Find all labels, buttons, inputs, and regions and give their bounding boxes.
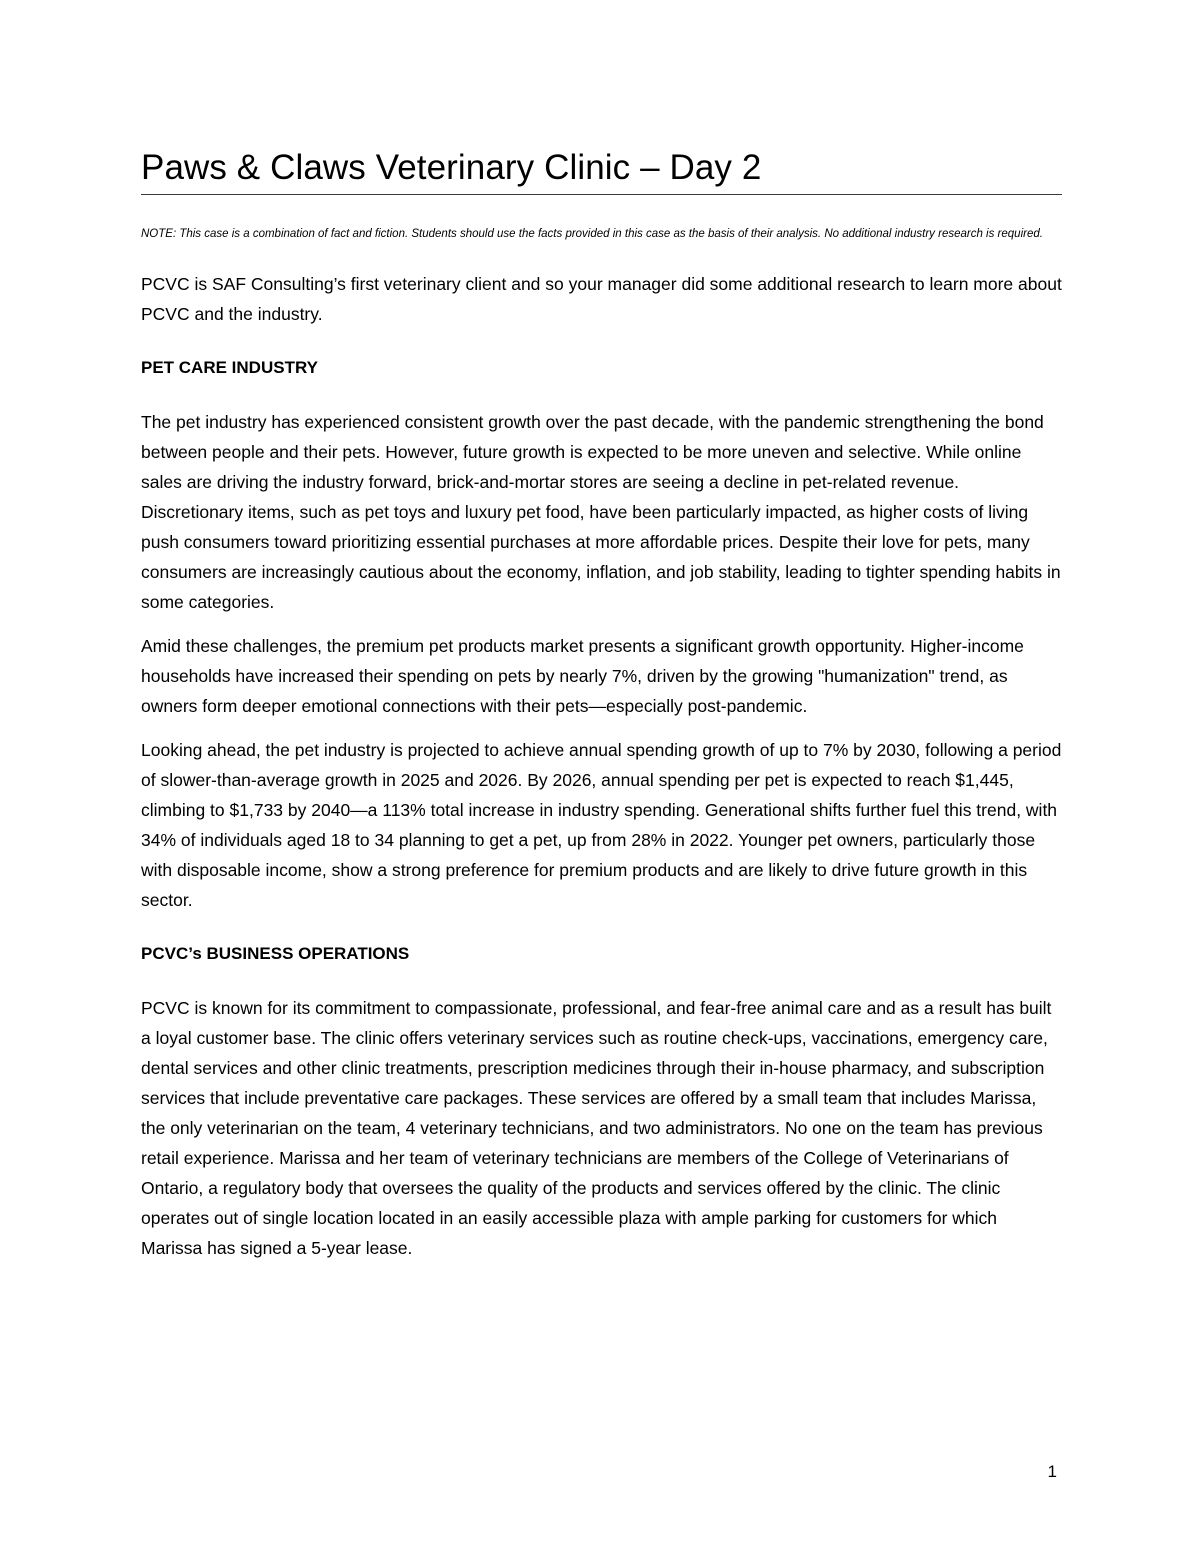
document-body xyxy=(141,146,1062,1263)
section-heading: PCVC’s BUSINESS OPERATIONS xyxy=(141,944,410,963)
case-note: NOTE: This case is a combination of fact and fiction. Students should use the facts provided in this case as the basis of their analysis. No additional industry research is required. xyxy=(141,228,1043,240)
intro-paragraph: PCVC is SAF Consulting’s first veterinary client and so your manager did some additional research to learn more about PCVC and the industry. xyxy=(141,274,1062,324)
paragraph: PCVC is known for its commitment to compassionate, professional, and fear-free animal care and as a result has built a loyal customer base. The clinic offers veterinary services such as routine check-ups, vaccinations, emergency care, dental services and other clinic treatments, prescription medicines through their in-house pharmacy, and subscription services that include preventative care packages. These services are offered by a small team that includes Marissa, the only veterinarian on the team, 4 veterinary technicians, and two administrators. No one on the team has previous retail experience. Marissa and her team of veterinary technicians are members of the College of Veterinarians of Ontario, a regulatory body that oversees the quality of the products and services offered by the clinic. The clinic operates out of single location located in an easily accessible plaza with ample parking for customers for which Marissa has signed a 5-year lease. xyxy=(141,998,1052,1258)
paragraph: Looking ahead, the pet industry is projected to achieve annual spending growth of up to 7% by 2030, following a period of slower-than-average growth in 2025 and 2026. By 2026, annual spending per pet is expected to reach $1,445, climbing to $1,733 by 2040—a 113% total increase in industry spending. Generational shifts further fuel this trend, with 34% of individuals aged 18 to 34 planning to get a pet, up from 28% in 2022. Younger pet owners, particularly those with disposable income, show a strong preference for premium products and are likely to drive future growth in this sector. xyxy=(141,740,1062,910)
document-title: Paws & Claws Veterinary Clinic – Day 2 xyxy=(141,146,1062,195)
paragraph: The pet industry has experienced consistent growth over the past decade, with the pandemic strengthening the bond between people and their pets. However, future growth is expected to be more uneven and selective. While online sales are driving the industry forward, brick-and-mortar stores are seeing a decline in pet-related revenue. Discretionary items, such as pet toys and luxury pet food, have been particularly impacted, as higher costs of living push consumers toward prioritizing essential purchases at more affordable prices. Despite their love for pets, many consumers are increasingly cautious about the economy, inflation, and job stability, leading to tighter spending habits in some categories. xyxy=(141,412,1061,612)
section-heading: PET CARE INDUSTRY xyxy=(141,358,318,377)
section-pet-care-industry xyxy=(141,353,1062,915)
paragraph: Amid these challenges, the premium pet products market presents a significant growth opportunity. Higher-income households have increased their spending on pets by nearly 7%, driven by the growing "humanization" trend, as owners form deeper emotional connections with their pets—especially post-pandemic. xyxy=(141,636,1024,716)
section-business-operations xyxy=(141,939,1062,1263)
page-number: 1 xyxy=(1047,1462,1057,1481)
